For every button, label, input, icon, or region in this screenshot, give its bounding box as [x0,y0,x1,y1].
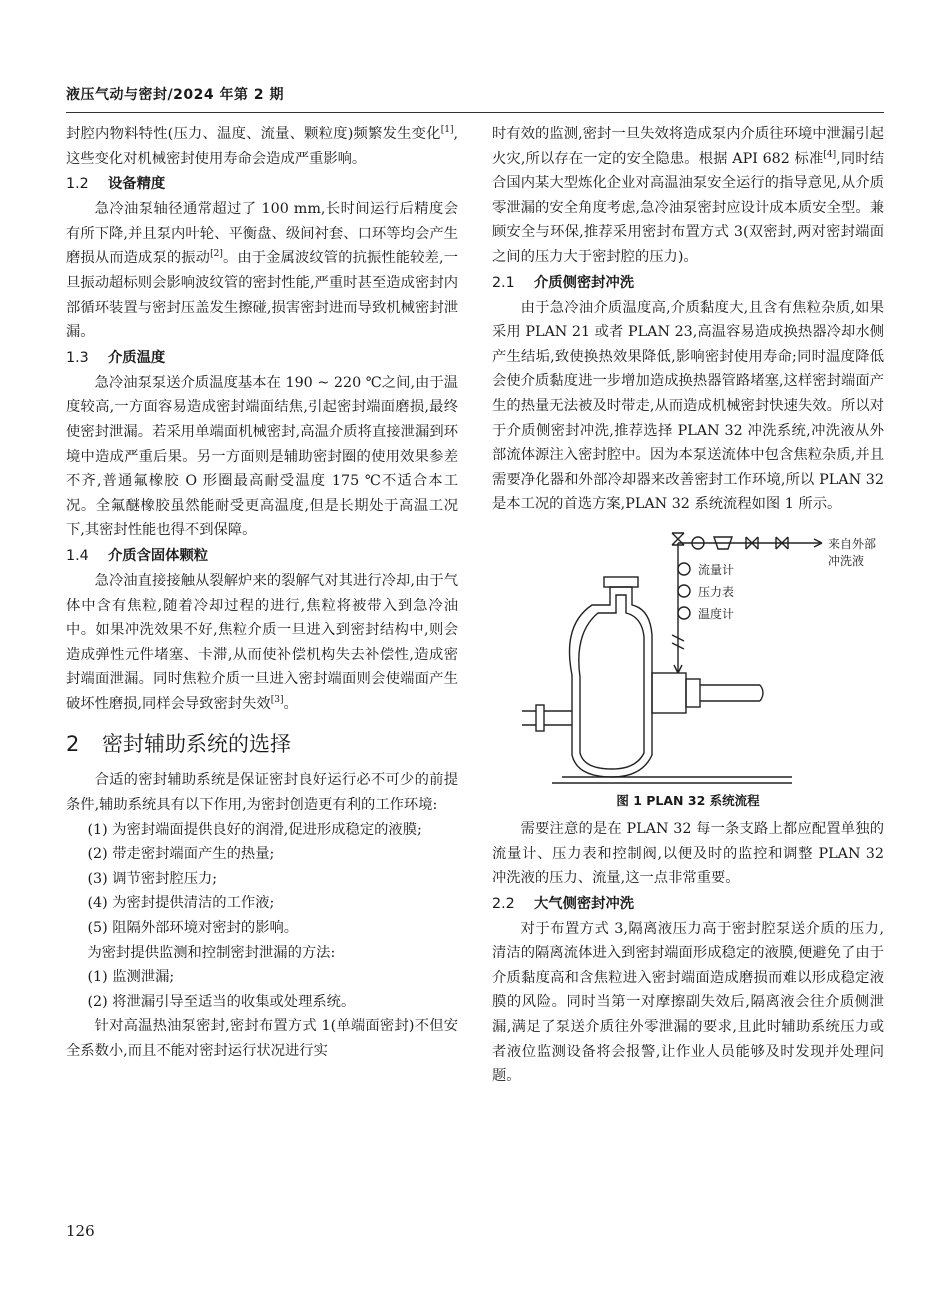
list-item: (2) 将泄漏引导至适当的收集或处理系统。 [87,993,356,1010]
monitor-paragraph: 为密封提供监测和控制密封泄漏的方法: [87,944,336,961]
citation-3[interactable]: [3] [270,695,284,706]
section-2-heading: 2 密封辅助系统的选择 [66,732,291,757]
shaft [700,685,760,701]
citation-4[interactable]: [4] [823,149,837,160]
seal-gland [686,679,700,707]
right-column [492,122,884,1089]
pump-base [552,777,792,783]
figure-caption: 图 1 PLAN 32 系统流程 [616,792,760,808]
intro-paragraph: 封腔内物料特性(压力、温度、流量、颗粒度)频繁发生变化[1],这些变化对机械密封使用寿命会造成严重影响。 [66,125,458,167]
left-column [66,122,458,1064]
section-2-2-heading: 2.2 大气侧密封冲洗 [492,895,635,912]
page-number: 126 [66,1222,95,1240]
section-2-1-paragraph: 由于急冷油介质温度高,介质黏度大,且含有焦粒杂质,如果采用 PLAN 21 或者 PLAN 23,高温容易造成换热器冷却水侧产生结垢,致使换热效果降低,影响密封使用寿命;同时温度降低会使介质黏度进一步增加造成换热器管路堵塞,这样密封端面产生的热量无法被及时带走,从而造成机械密封快速失效。所以对于介质侧密封冲洗,推荐选择 PLAN 32 冲洗系统,冲洗液从外部流体源注入密封腔中。因为本泵送流体中包含焦粒杂质,并且需要净化器和外部冷却器来改善密封工作环境,所以 PLAN 32 是本工况的首选方案,PLAN 32 系统流程如图 1 所示。 [492,299,884,513]
thermometer-gauge [678,607,690,619]
section-1-4-paragraph: 急冷油直接接触从裂解炉来的裂解气对其进行冷却,由于气体中含有焦粒,随着冷却过程的进行,焦粒将被带入到急冷油中。如果冲洗效果不好,焦粒介质一旦进入到密封结构中,则会造成弹性元件堵塞、卡滞,从而使补偿机构失去补偿性,造成密封端面泄漏。同时焦粒介质一旦进入密封端面则会使端面产生破坏性磨损,同样会导致密封失效[3]。 [66,572,458,712]
section-1-4-heading: 1.4 介质含固体颗粒 [66,547,209,564]
journal-header: 液压气动与密封/2024 年第 2 期 [66,84,884,113]
section-1-2-paragraph: 急冷油泵轴径通常超过了 100 mm,长时间运行后精度会有所下降,并且泵内叶轮、平衡盘、级间衬套、口环等均会产生磨损从而造成泵的振动[2]。由于金属波纹管的抗振性能较差,一旦振动超标则会影响波纹管的密封性能,严重时甚至造成密封内部循环装置与密封压盖发生擦碰,损害密封进而导致机械密封泄漏。 [66,201,459,341]
citation-1[interactable]: [1] [440,125,454,136]
list-item: (1) 为密封端面提供良好的润滑,促进形成稳定的液膜; [87,821,422,838]
continued-paragraph: 时有效的监测,密封一旦失效将造成泵内介质往环境中泄漏引起火灾,所以存在一定的安全隐患。根据 API 682 标准[4],同时结合国内某大型炼化企业对高温油泵安全运行的指导意见,从介质零泄漏的安全角度考虑,急冷油泵密封应设计成本质安全型。兼顾安全与环保,推荐采用密封布置方式 3(双密封,两对密封端面之间的压力大于密封腔的压力)。 [492,126,884,265]
section-1-2-heading: 1.2 设备精度 [66,176,166,193]
list-item: (1) 监测泄漏; [87,969,175,986]
pump-casing [570,587,653,777]
closing-paragraph: 针对高温热油泵密封,密封布置方式 1(单端面密封)不但安全系数小,而且不能对密封运行状况进行实 [66,1018,458,1059]
section-2-paragraph: 合适的密封辅助系统是保证密封良好运行必不可少的前提条件,辅助系统具有以下作用,为密封创造更有利的工作环境: [66,772,458,814]
pump-casing-inner [579,595,644,769]
section-1-3-heading: 1.3 介质温度 [66,349,166,366]
pressure-gauge-label: 压力表 [698,584,735,599]
plan32-diagram [492,525,884,787]
list-item: (4) 为密封提供清洁的工作液; [87,895,275,912]
suction-pipe-inner [522,711,536,725]
seal-chamber [652,673,686,713]
section-1-3-paragraph: 急冷油泵泵送介质温度基本在 190 ~ 220 ℃之间,由于温度较高,一方面容易造成密封端面结焦,引起密封端面磨损,最终使密封泄漏。若采用单端面机械密封,高温介质将直接泄漏到环境中造成严重后果。另一方面则是辅助密封圈的使用效果参差不齐,普通氟橡胶 O 形圈最高耐受温度 175 ℃不适合本工况。全氟醚橡胶虽然能耐受更高温度,但是长期处于高温工况下,其密封性能也得不到保障。 [66,374,458,539]
flush-source-label: 来自外部冲洗液 [828,536,877,568]
pressure-gauge [678,585,690,597]
section-2-1-heading: 2.1 介质侧密封冲洗 [492,274,635,291]
flowmeter-gauge [678,563,690,575]
plan32-figure [492,525,884,787]
plan32-note-paragraph: 需要注意的是在 PLAN 32 每一条支路上都应配置单独的流量计、压力表和控制阀,以便及时的监控和调整 PLAN 32 冲洗液的压力、流量,这一点非常重要。 [492,820,884,887]
list-item: (2) 带走密封端面产生的热量; [87,846,275,863]
flowmeter-label: 流量计 [698,562,735,577]
shaft-end [760,685,763,701]
citation-2[interactable]: [2] [210,249,223,260]
suction-pipe [544,711,572,725]
list-item: (3) 调节密封腔压力; [87,870,218,887]
section-2-2-paragraph: 对于布置方式 3,隔离液压力高于密封腔泵送介质的压力,清洁的隔离流体进入到密封端面形成稳定的液膜,便避免了由于介质黏度高和含焦粒进入密封端面造成磨损而难以形成稳定液膜的风险。同时当第一对摩擦副失效后,隔离液会往介质侧泄漏,满足了泵送介质往外零泄漏的要求,且此时辅助系统压力或者液位监测设备将会报警,让作业人员能够及时发现并处理问题。 [492,920,884,1085]
thermometer-label: 温度计 [698,606,735,621]
discharge-flange [604,577,638,587]
suction-flange [536,705,544,731]
list-item: (5) 阻隔外部环境对密封的影响。 [87,920,299,937]
